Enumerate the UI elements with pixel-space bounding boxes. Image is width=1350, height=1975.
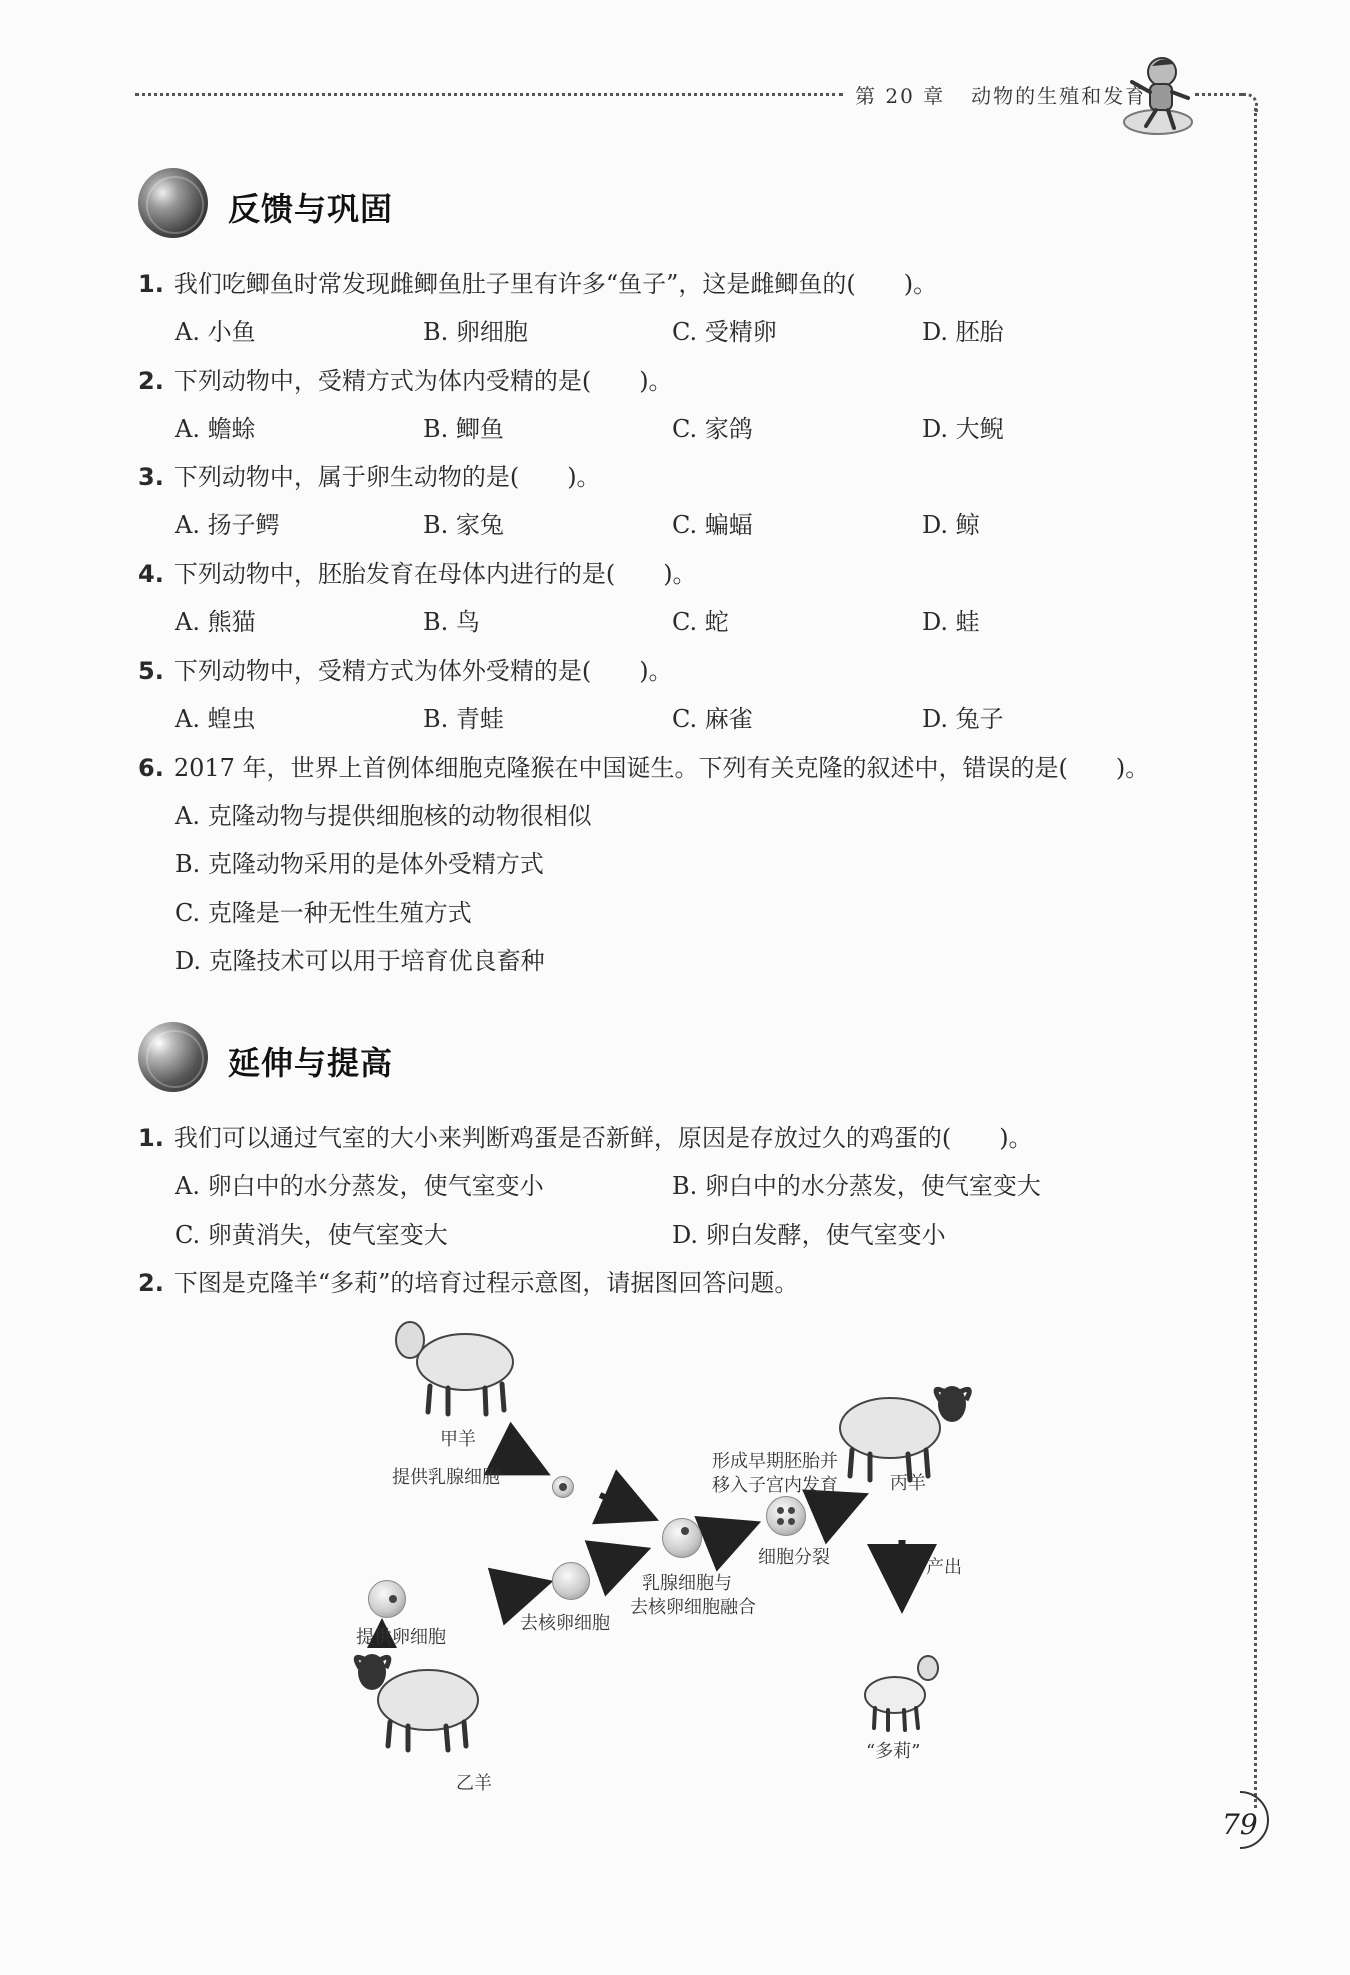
- section-heading-extension: [138, 1022, 638, 1094]
- chapter-number: 第 20 章: [855, 84, 946, 108]
- option-a: A. 蝗虫: [175, 705, 256, 733]
- question-2: 2. 下图是克隆羊“多莉”的培育过程示意图，请据图回答问题。: [138, 1269, 799, 1297]
- option-a: A. 熊猫: [175, 608, 256, 636]
- label-dolly: “多莉”: [866, 1741, 921, 1762]
- sheep-b-icon: [356, 1654, 478, 1750]
- fused-cell-icon: [662, 1518, 702, 1558]
- option-c: C. 克隆是一种无性生殖方式: [175, 899, 472, 927]
- option-c: C. 卵黄消失，使气室变大: [175, 1221, 448, 1249]
- option-b: B. 克隆动物采用的是体外受精方式: [175, 850, 544, 878]
- dolly-lamb-icon: [865, 1656, 938, 1730]
- option-d: D. 胚胎: [922, 318, 1004, 346]
- option-b: B. 家兔: [423, 511, 504, 539]
- option-a: A. 小鱼: [175, 318, 256, 346]
- chapter-title: 动物的生殖和发育: [971, 84, 1148, 108]
- arrow: [520, 1584, 542, 1590]
- option-c: C. 麻雀: [672, 705, 753, 733]
- section-heading-feedback: [138, 168, 638, 240]
- option-d: D. 大鲵: [922, 415, 1004, 443]
- question-6: 6. 2017 年，世界上首例体细胞克隆猴在中国诞生。下列有关克隆的叙述中，错误的是( )。: [138, 754, 1150, 782]
- option-a: A. 克隆动物与提供细胞核的动物很相似: [175, 802, 592, 830]
- label-enucleated: 去核卵细胞: [520, 1613, 610, 1634]
- option-b: B. 卵细胞: [423, 318, 528, 346]
- sheep-a-icon: [396, 1322, 513, 1414]
- egg-cell-icon: [368, 1580, 406, 1618]
- section-globe-icon: [138, 168, 208, 238]
- question-4: 4. 下列动物中，胚胎发育在母体内进行的是( )。: [138, 560, 697, 588]
- mammary-cell-icon: [552, 1476, 574, 1498]
- option-b: B. 鸟: [423, 608, 480, 636]
- section-title: 反馈与巩固: [228, 190, 394, 228]
- question-1: 1. 我们吃鲫鱼时常发现雌鲫鱼肚子里有许多“鱼子”，这是雌鲫鱼的( )。: [138, 270, 938, 298]
- label-embryo-2: 移入子宫内发育: [712, 1475, 838, 1496]
- arrow: [500, 1450, 540, 1470]
- option-d: D. 鲸: [922, 511, 980, 539]
- question-3: 3. 下列动物中，属于卵生动物的是( )。: [138, 463, 601, 491]
- label-fusion-1: 乳腺细胞与: [642, 1573, 732, 1594]
- arrow: [600, 1495, 648, 1516]
- question-1: 1. 我们可以通过气室的大小来判断鸡蛋是否新鲜，原因是存放过久的鸡蛋的( )。: [138, 1124, 1033, 1152]
- label-embryo-1: 形成早期胚胎并: [712, 1451, 838, 1472]
- label-provide-egg: 提供卵细胞: [356, 1627, 446, 1648]
- label-sheep-b: 乙羊: [456, 1773, 492, 1794]
- option-a: A. 扬子鳄: [175, 511, 280, 539]
- option-c: C. 蛇: [672, 608, 729, 636]
- header-dotted-line-right: [1195, 93, 1243, 96]
- option-a: A. 卵白中的水分蒸发，使气室变小: [175, 1172, 544, 1200]
- label-fusion-2: 去核卵细胞融合: [630, 1597, 756, 1618]
- question-5: 5. 下列动物中，受精方式为体外受精的是( )。: [138, 657, 673, 685]
- option-d: D. 克隆技术可以用于培育优良畜种: [175, 947, 545, 975]
- question-2: 2. 下列动物中，受精方式为体内受精的是( )。: [138, 367, 673, 395]
- arrow: [618, 1552, 640, 1560]
- enucleated-egg-icon: [552, 1562, 590, 1600]
- mascot-icon: [1118, 52, 1196, 138]
- option-c: C. 受精卵: [672, 318, 777, 346]
- option-b: B. 卵白中的水分蒸发，使气室变大: [672, 1172, 1041, 1200]
- page-number: 79: [1222, 1808, 1258, 1841]
- option-c: C. 家鸽: [672, 415, 753, 443]
- option-a: A. 蟾蜍: [175, 415, 256, 443]
- option-b: B. 青蛙: [423, 705, 504, 733]
- option-d: D. 蛙: [922, 608, 980, 636]
- section-title: 延伸与提高: [228, 1044, 394, 1082]
- label-provide-mammary: 提供乳腺细胞: [392, 1467, 500, 1488]
- label-division: 细胞分裂: [758, 1547, 830, 1568]
- sheep-c-icon: [840, 1386, 969, 1480]
- label-produce: 产出: [926, 1557, 962, 1578]
- option-d: D. 兔子: [922, 705, 1004, 733]
- page-header: [855, 80, 1147, 109]
- label-sheep-c: 丙羊: [890, 1473, 926, 1494]
- arrow: [725, 1526, 750, 1536]
- label-sheep-a: 甲羊: [440, 1429, 476, 1450]
- dividing-cell-icon: [766, 1496, 806, 1536]
- option-d: D. 卵白发酵，使气室变小: [672, 1221, 946, 1249]
- dolly-cloning-diagram: [330, 1300, 1010, 1820]
- section-globe-icon: [138, 1022, 208, 1092]
- header-dotted-line: [135, 93, 843, 96]
- option-c: C. 蝙蝠: [672, 511, 753, 539]
- right-dotted-border: [1254, 108, 1257, 1808]
- option-b: B. 鲫鱼: [423, 415, 504, 443]
- arrow: [830, 1498, 858, 1510]
